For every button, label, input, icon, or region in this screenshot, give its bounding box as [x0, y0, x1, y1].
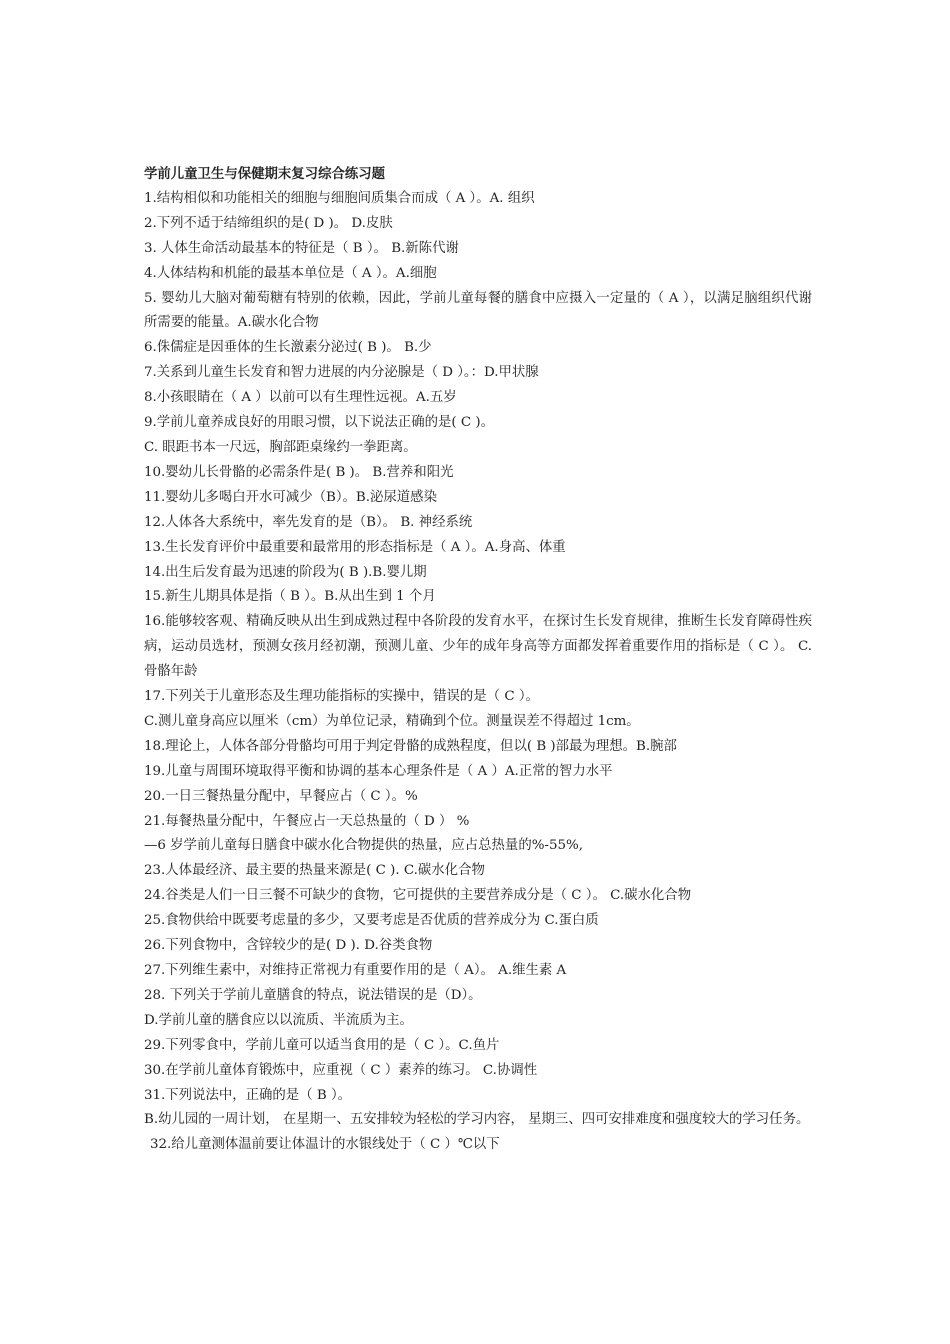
- answer-9: C. 眼距书本一尺远，胸部距桌缘约一拳距离。: [144, 439, 417, 455]
- answer-28: D.学前儿童的膳食应以以流质、半流质为主。: [144, 1012, 413, 1028]
- question-21: 21.每餐热量分配中，午餐应占一天总热量的（ D ） %: [144, 813, 470, 829]
- question-16: 16.能够较客观、精确反映从出生到成熟过程中各阶段的发育水平，在探讨生长发育规律，推断生长发育障碍性疾病，运动员选材，预测女孩月经初潮，预测儿童、少年的成年身高等方面都发挥着重要作用的指标是（ C ）。 C.骨骼年龄: [144, 614, 812, 680]
- question-19: 19.儿童与周围环境取得平衡和协调的基本心理条件是（ A ）A.正常的智力水平: [144, 763, 613, 779]
- question-6: 6.侏儒症是因垂体的生长激素分泌过( B )。 B.少: [144, 340, 432, 356]
- question-8: 8.小孩眼睛在（ A ）以前可以有生理性远视。A.五岁: [144, 390, 457, 406]
- question-31: 31.下列说法中，正确的是（ B ）。: [144, 1087, 352, 1103]
- document-page: [144, 162, 812, 1158]
- question-10: 10.婴幼儿长骨骼的必需条件是( B )。 B.营养和阳光: [144, 464, 454, 480]
- document-title: 学前儿童卫生与保健期末复习综合练习题: [144, 166, 386, 182]
- question-11: 11.婴幼儿多喝白开水可减少（B）。B.泌尿道感染: [144, 489, 437, 505]
- question-1: 1.结构相似和功能相关的细胞与细胞间质集合而成（ A ）。A. 组织: [144, 190, 535, 206]
- question-5: 5. 婴幼儿大脑对葡萄糖有特别的依赖，因此，学前儿童每餐的膳食中应摄入一定量的（ A ），以满足脑组织代谢所需要的能量。A.碳水化合物: [144, 290, 812, 331]
- question-15: 15.新生儿期具体是指（ B ）。B.从出生到 1 个月: [144, 589, 436, 605]
- answer-17: C.测儿童身高应以厘米（cm）为单位记录，精确到个位。测量误差不得超过 1cm。: [144, 713, 640, 729]
- question-30: 30.在学前儿童体育锻炼中，应重视（ C ）素养的练习。 C.协调性: [144, 1062, 538, 1078]
- question-22: —6 岁学前儿童每日膳食中碳水化合物提供的热量，应占总热量的%-55%,: [144, 838, 583, 854]
- question-24: 24.谷类是人们一日三餐不可缺少的食物，它可提供的主要营养成分是（ C ）。 C.碳水化合物: [144, 888, 692, 904]
- question-26: 26.下列食物中，含锌较少的是( D ). D.谷类食物: [144, 938, 433, 954]
- question-17: 17.下列关于儿童形态及生理功能指标的实操中，错误的是（ C ）。: [144, 689, 539, 705]
- question-3: 3. 人体生命活动最基本的特征是（ B ）。 B.新陈代谢: [144, 240, 459, 256]
- question-29: 29.下列零食中，学前儿童可以适当食用的是（ C ）。C.鱼片: [144, 1037, 500, 1053]
- question-13: 13.生长发育评价中最重要和最常用的形态指标是（ A ）。A.身高、体重: [144, 539, 566, 555]
- question-2: 2.下列不适于结缔组织的是( D )。 D.皮肤: [144, 215, 393, 231]
- question-4: 4.人体结构和机能的最基本单位是（ A ）。A.细胞: [144, 265, 437, 281]
- question-7: 7.关系到儿童生长发育和智力进展的内分泌腺是（ D ）。：D.甲状腺: [144, 365, 539, 381]
- question-14: 14.出生后发育最为迅速的阶段为( B ).B.婴儿期: [144, 564, 427, 580]
- question-12: 12.人体各大系统中，率先发育的是（B）。 B. 神经系统: [144, 514, 473, 530]
- question-32: 32.给儿童测体温前要让体温计的水银线处于（ C ）℃以下: [150, 1137, 500, 1153]
- question-28: 28. 下列关于学前儿童膳食的特点，说法错误的是（D）。: [144, 987, 482, 1003]
- question-9: 9.学前儿童养成良好的用眼习惯，以下说法正确的是( C )。: [144, 415, 494, 431]
- question-25: 25.食物供给中既要考虑量的多少，又要考虑是否优质的营养成分为 C.蛋白质: [144, 913, 599, 929]
- question-20: 20.一日三餐热量分配中，早餐应占（ C ）。%: [144, 788, 418, 804]
- question-18: 18.理论上，人体各部分骨骼均可用于判定骨骼的成熟程度，但以( B )部最为理想。B.腕部: [144, 738, 677, 754]
- question-23: 23.人体最经济、最主要的热量来源是( C ). C.碳水化合物: [144, 863, 485, 879]
- answer-31: B.幼儿园的一周计划， 在星期一、五安排较为轻松的学习内容， 星期三、四可安排难度和强度较大的学习任务。: [144, 1112, 810, 1128]
- question-27: 27.下列维生素中，对维持正常视力有重要作用的是（ A）。 A.维生素 A: [144, 963, 567, 978]
